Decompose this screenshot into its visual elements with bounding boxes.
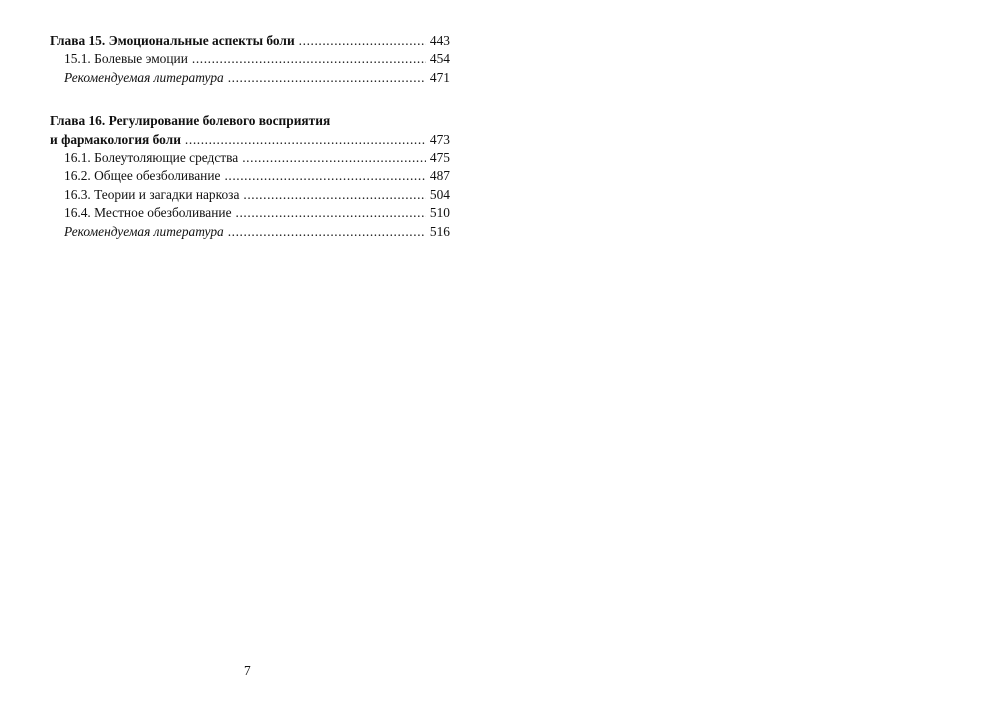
references-title: Рекомендуемая литература <box>64 69 224 85</box>
dot-leader <box>228 223 426 241</box>
dot-leader <box>224 167 425 185</box>
toc-section <box>50 167 450 185</box>
page-ref: 471 <box>429 69 450 85</box>
references-title: Рекомендуемая литература <box>64 223 224 239</box>
dot-leader <box>236 204 426 222</box>
toc-section <box>50 204 450 222</box>
dot-leader <box>243 186 426 204</box>
page-ref: 504 <box>429 186 450 202</box>
table-of-contents <box>50 32 450 241</box>
toc-section <box>50 186 450 204</box>
section-title: 16.1. Болеутоляющие средства <box>64 150 239 166</box>
dot-leader <box>185 131 426 149</box>
page-ref: 510 <box>429 205 450 221</box>
dot-leader <box>228 69 426 87</box>
page-ref: 475 <box>429 150 450 166</box>
toc-references <box>50 69 450 87</box>
dot-leader <box>299 32 426 50</box>
toc-chapter-15 <box>50 32 450 50</box>
page-ref: 443 <box>429 33 450 48</box>
section-title: 16.3. Теории и загадки наркоза <box>64 186 240 202</box>
page-ref: 516 <box>429 223 450 239</box>
page-ref: 487 <box>429 168 450 184</box>
section-title: 16.2. Общее обезболивание <box>64 168 221 184</box>
toc-section <box>50 149 450 167</box>
section-title: 16.4. Местное обезболивание <box>64 205 232 221</box>
toc-chapter-16-line1: Глава 16. Регулирование болевого восприятия <box>50 113 331 129</box>
chapter-gap <box>50 87 450 112</box>
page-ref: 473 <box>429 131 450 147</box>
toc-references <box>50 223 450 241</box>
chapter-title: и фармакология боли <box>50 131 181 147</box>
section-title: 15.1. Болевые эмоции <box>64 51 188 67</box>
dot-leader <box>192 50 426 68</box>
chapter-title: Глава 15. Эмоциональные аспекты боли <box>50 33 295 48</box>
toc-chapter-16 <box>50 131 450 149</box>
dot-leader <box>242 149 426 167</box>
page-number: 7 <box>244 663 251 678</box>
toc-section <box>50 50 450 68</box>
page-ref: 454 <box>429 51 450 67</box>
